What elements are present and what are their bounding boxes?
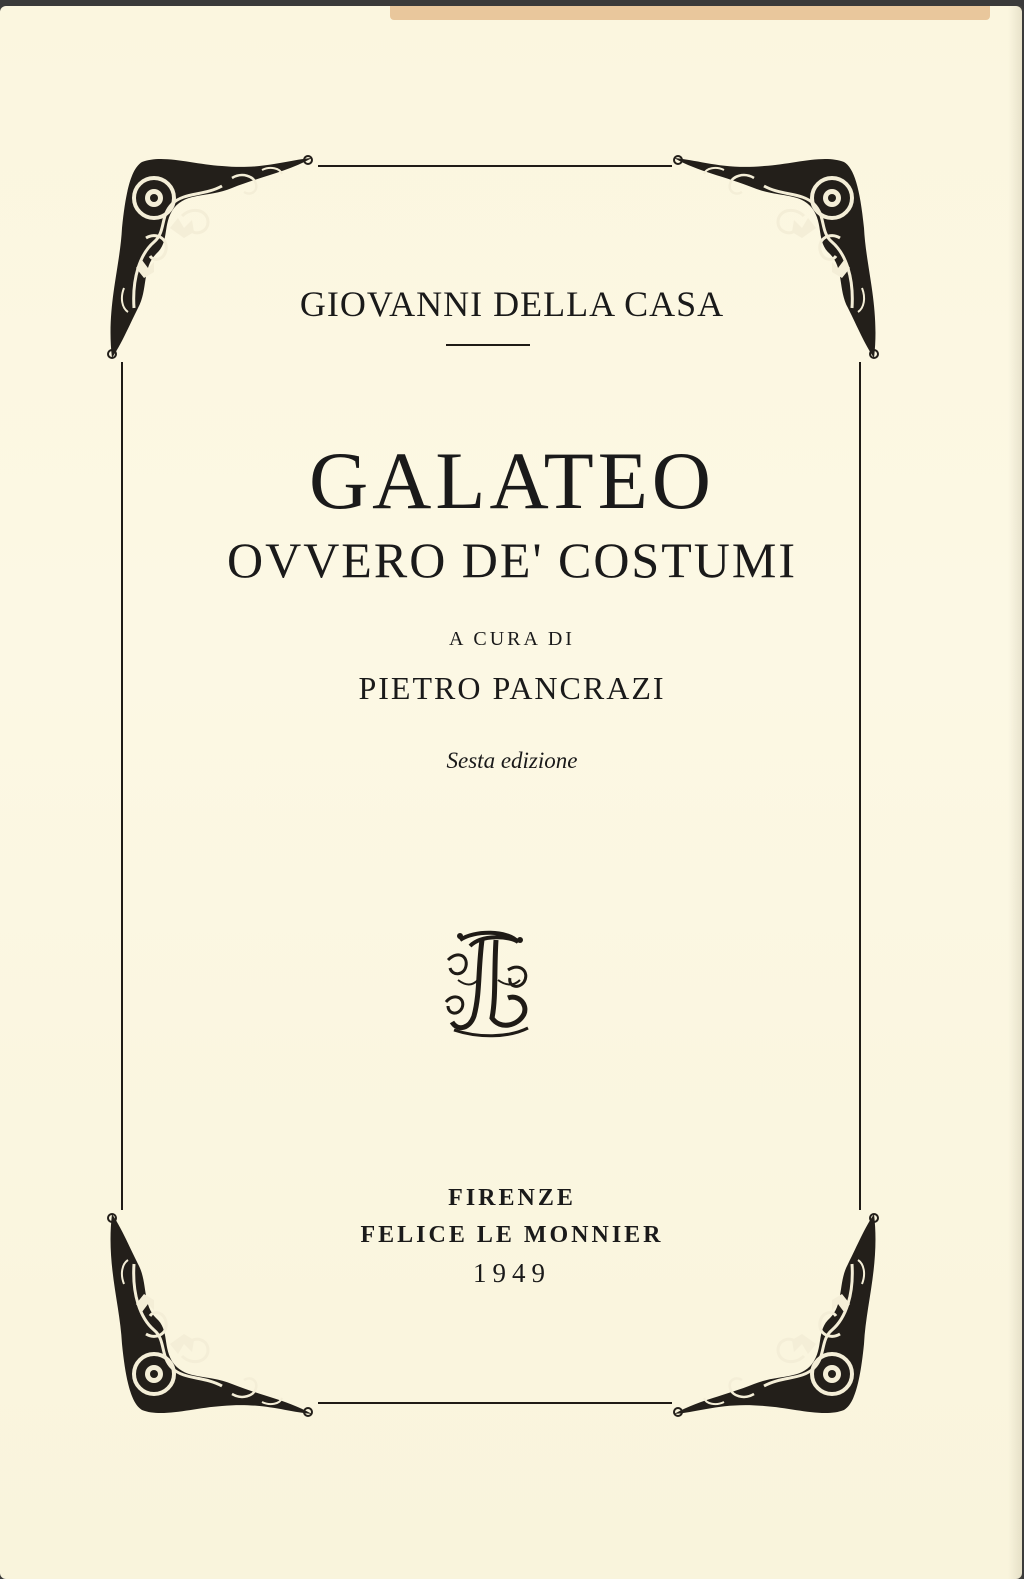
author-name: GIOVANNI DELLA CASA bbox=[299, 284, 725, 324]
editor-label: A CURA DI bbox=[449, 628, 575, 650]
book-subtitle: OVVERO DE' COSTUMI bbox=[226, 532, 797, 588]
publication-year: 1949 bbox=[473, 1258, 551, 1288]
frame-border-lines bbox=[122, 166, 860, 1403]
publisher-monogram-icon bbox=[446, 933, 528, 1036]
publisher-name: FELICE LE MONNIER bbox=[360, 1222, 664, 1248]
edition-note: Sesta edizione bbox=[446, 748, 578, 773]
publication-city: FIRENZE bbox=[448, 1185, 576, 1211]
editor-name: PIETRO PANCRAZI bbox=[358, 670, 666, 706]
book-title: GALATEO bbox=[308, 435, 716, 526]
